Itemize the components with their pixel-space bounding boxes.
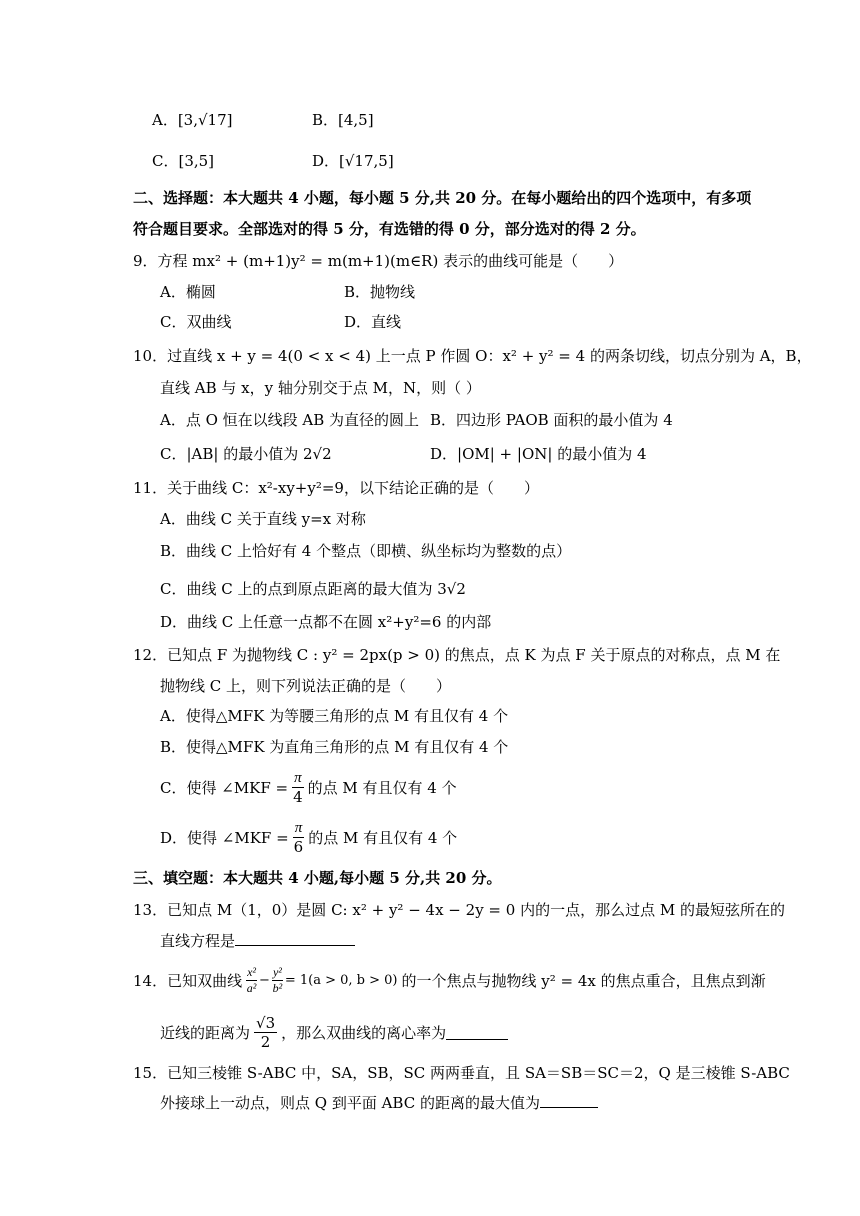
q14-fraction-x-denominator: a² [246, 980, 257, 995]
q11-option-b: B．曲线 C 上恰好有 4 个整点（即横、纵坐标均为整数的点） [160, 542, 572, 560]
q10-option-c: C．|AB| 的最小值为 2√2 [160, 445, 332, 463]
q12-option-c-fraction [292, 769, 304, 806]
q8-option-b: B．[4,5] [312, 111, 374, 129]
q10-option-d: D．|OM| + |ON| 的最小值为 4 [430, 445, 647, 463]
q8-option-d: D．[√17,5] [312, 152, 394, 170]
q14-line2-suffix: ，那么双曲线的离心率为 [281, 1023, 447, 1042]
q13-stem-line2-text: 直线方程是 [160, 932, 236, 950]
q14-prefix: 14．已知双曲线 [133, 971, 243, 990]
q12-stem-line2: 抛物线 C 上，则下列说法正确的是（ ） [160, 677, 452, 695]
q12-option-a: A．使得△MFK 为等腰三角形的点 M 有且仅有 4 个 [160, 707, 509, 725]
q9-option-c: C．双曲线 [160, 313, 232, 331]
q10-stem-line2: 直线 AB 与 x，y 轴分别交于点 M，N，则（ ） [160, 379, 481, 397]
q11-option-c: C．曲线 C 上的点到原点距离的最大值为 3√2 [160, 580, 466, 598]
q12-option-c-prefix: C．使得 ∠MKF = [160, 778, 289, 797]
q14-fraction-y-numerator: y² [272, 964, 282, 979]
q15-stem-line2 [160, 1093, 598, 1113]
q12-option-d-denominator: 6 [293, 837, 304, 856]
q14-answer-blank[interactable] [446, 1025, 508, 1040]
q9-stem: 9．方程 mx² + (m+1)y² = m(m+1)(m∈R) 表示的曲线可能是（ ） [133, 252, 624, 270]
q14-fraction-x-numerator: x² [247, 964, 257, 979]
q12-option-c-suffix: 的点 M 有且仅有 4 个 [307, 778, 457, 797]
q12-option-d-numerator: π [294, 819, 303, 836]
q14-distance-denominator: 2 [260, 1032, 271, 1051]
q9-option-a: A．椭圆 [160, 283, 216, 301]
q13-stem-line1: 13．已知点 M（1，0）是圆 C: x² + y² − 4x − 2y = 0 内的一点，那么过点 M 的最短弦所在的 [133, 901, 785, 919]
q12-stem-line1: 12．已知点 F 为抛物线 C : y² = 2px(p > 0) 的焦点，点 K 为点 F 关于原点的对称点，点 M 在 [133, 646, 781, 664]
q14-fraction-y-denominator: b² [272, 980, 283, 995]
section2-heading-line1: 二、选择题：本大题共 4 小题，每小题 5 分,共 20 分。在每小题给出的四个选项中，有多项 [133, 189, 752, 207]
section3-heading: 三、填空题：本大题共 4 小题,每小题 5 分,共 20 分。 [133, 869, 502, 887]
q11-option-a: A．曲线 C 关于直线 y=x 对称 [160, 510, 366, 528]
q13-stem-line2 [160, 931, 355, 951]
q14-distance-numerator: √3 [256, 1013, 276, 1032]
section2-heading-line2: 符合题目要求。全部选对的得 5 分，有选错的得 0 分，部分选对的得 2 分。 [133, 220, 646, 238]
q15-stem-line2-text: 外接球上一动点，则点 Q 到平面 ABC 的距离的最大值为 [160, 1094, 540, 1112]
q11-stem: 11．关于曲线 C：x²-xy+y²=9，以下结论正确的是（ ） [133, 479, 539, 497]
q14-stem-line2 [160, 1010, 508, 1054]
q14-line2-prefix: 近线的距离为 [160, 1023, 251, 1042]
q12-option-c [160, 766, 457, 808]
q10-stem-line1: 10．过直线 x + y = 4(0 < x < 4) 上一点 P 作圆 O：x² + y² = 4 的两条切线，切点分别为 A，B， [133, 347, 812, 365]
q11-option-d: D．曲线 C 上任意一点都不在圆 x²+y²=6 的内部 [160, 613, 492, 631]
q9-option-b: B．抛物线 [344, 283, 416, 301]
q14-fraction-y [272, 965, 283, 996]
q12-option-c-denominator: 4 [293, 787, 303, 806]
q13-answer-blank[interactable] [235, 931, 355, 946]
q10-option-b: B．四边形 PAOB 面积的最小值为 4 [430, 411, 673, 429]
q12-option-d-prefix: D．使得 ∠MKF = [160, 828, 289, 847]
q14-fraction-x [246, 965, 257, 996]
q15-stem-line1: 15．已知三棱锥 S-ABC 中，SA，SB，SC 两两垂直，且 SA＝SB＝SC＝2，Q 是三棱锥 S-ABC [133, 1064, 790, 1082]
q9-option-d: D．直线 [344, 313, 402, 331]
q14-suffix: 的一个焦点与抛物线 y² = 4x 的焦点重合，且焦点到渐 [401, 971, 766, 990]
q10-option-a: A．点 O 恒在以线段 AB 为直径的圆上 [160, 411, 420, 429]
q8-option-c: C．[3,5] [152, 152, 215, 170]
q12-option-d-fraction [293, 819, 305, 856]
q14-condition: = 1(a > 0, b > 0) [284, 972, 398, 988]
q12-option-d-suffix: 的点 M 有且仅有 4 个 [308, 828, 458, 847]
q8-option-a: A．[3,√17] [152, 111, 233, 129]
q14-stem-line1 [133, 960, 766, 1000]
q14-minus: − [259, 972, 270, 988]
q12-option-c-numerator: π [294, 769, 302, 786]
q12-option-b: B．使得△MFK 为直角三角形的点 M 有且仅有 4 个 [160, 738, 509, 756]
q14-distance-fraction [254, 1014, 277, 1051]
q15-answer-blank[interactable] [540, 1093, 598, 1108]
q12-option-d [160, 816, 457, 858]
